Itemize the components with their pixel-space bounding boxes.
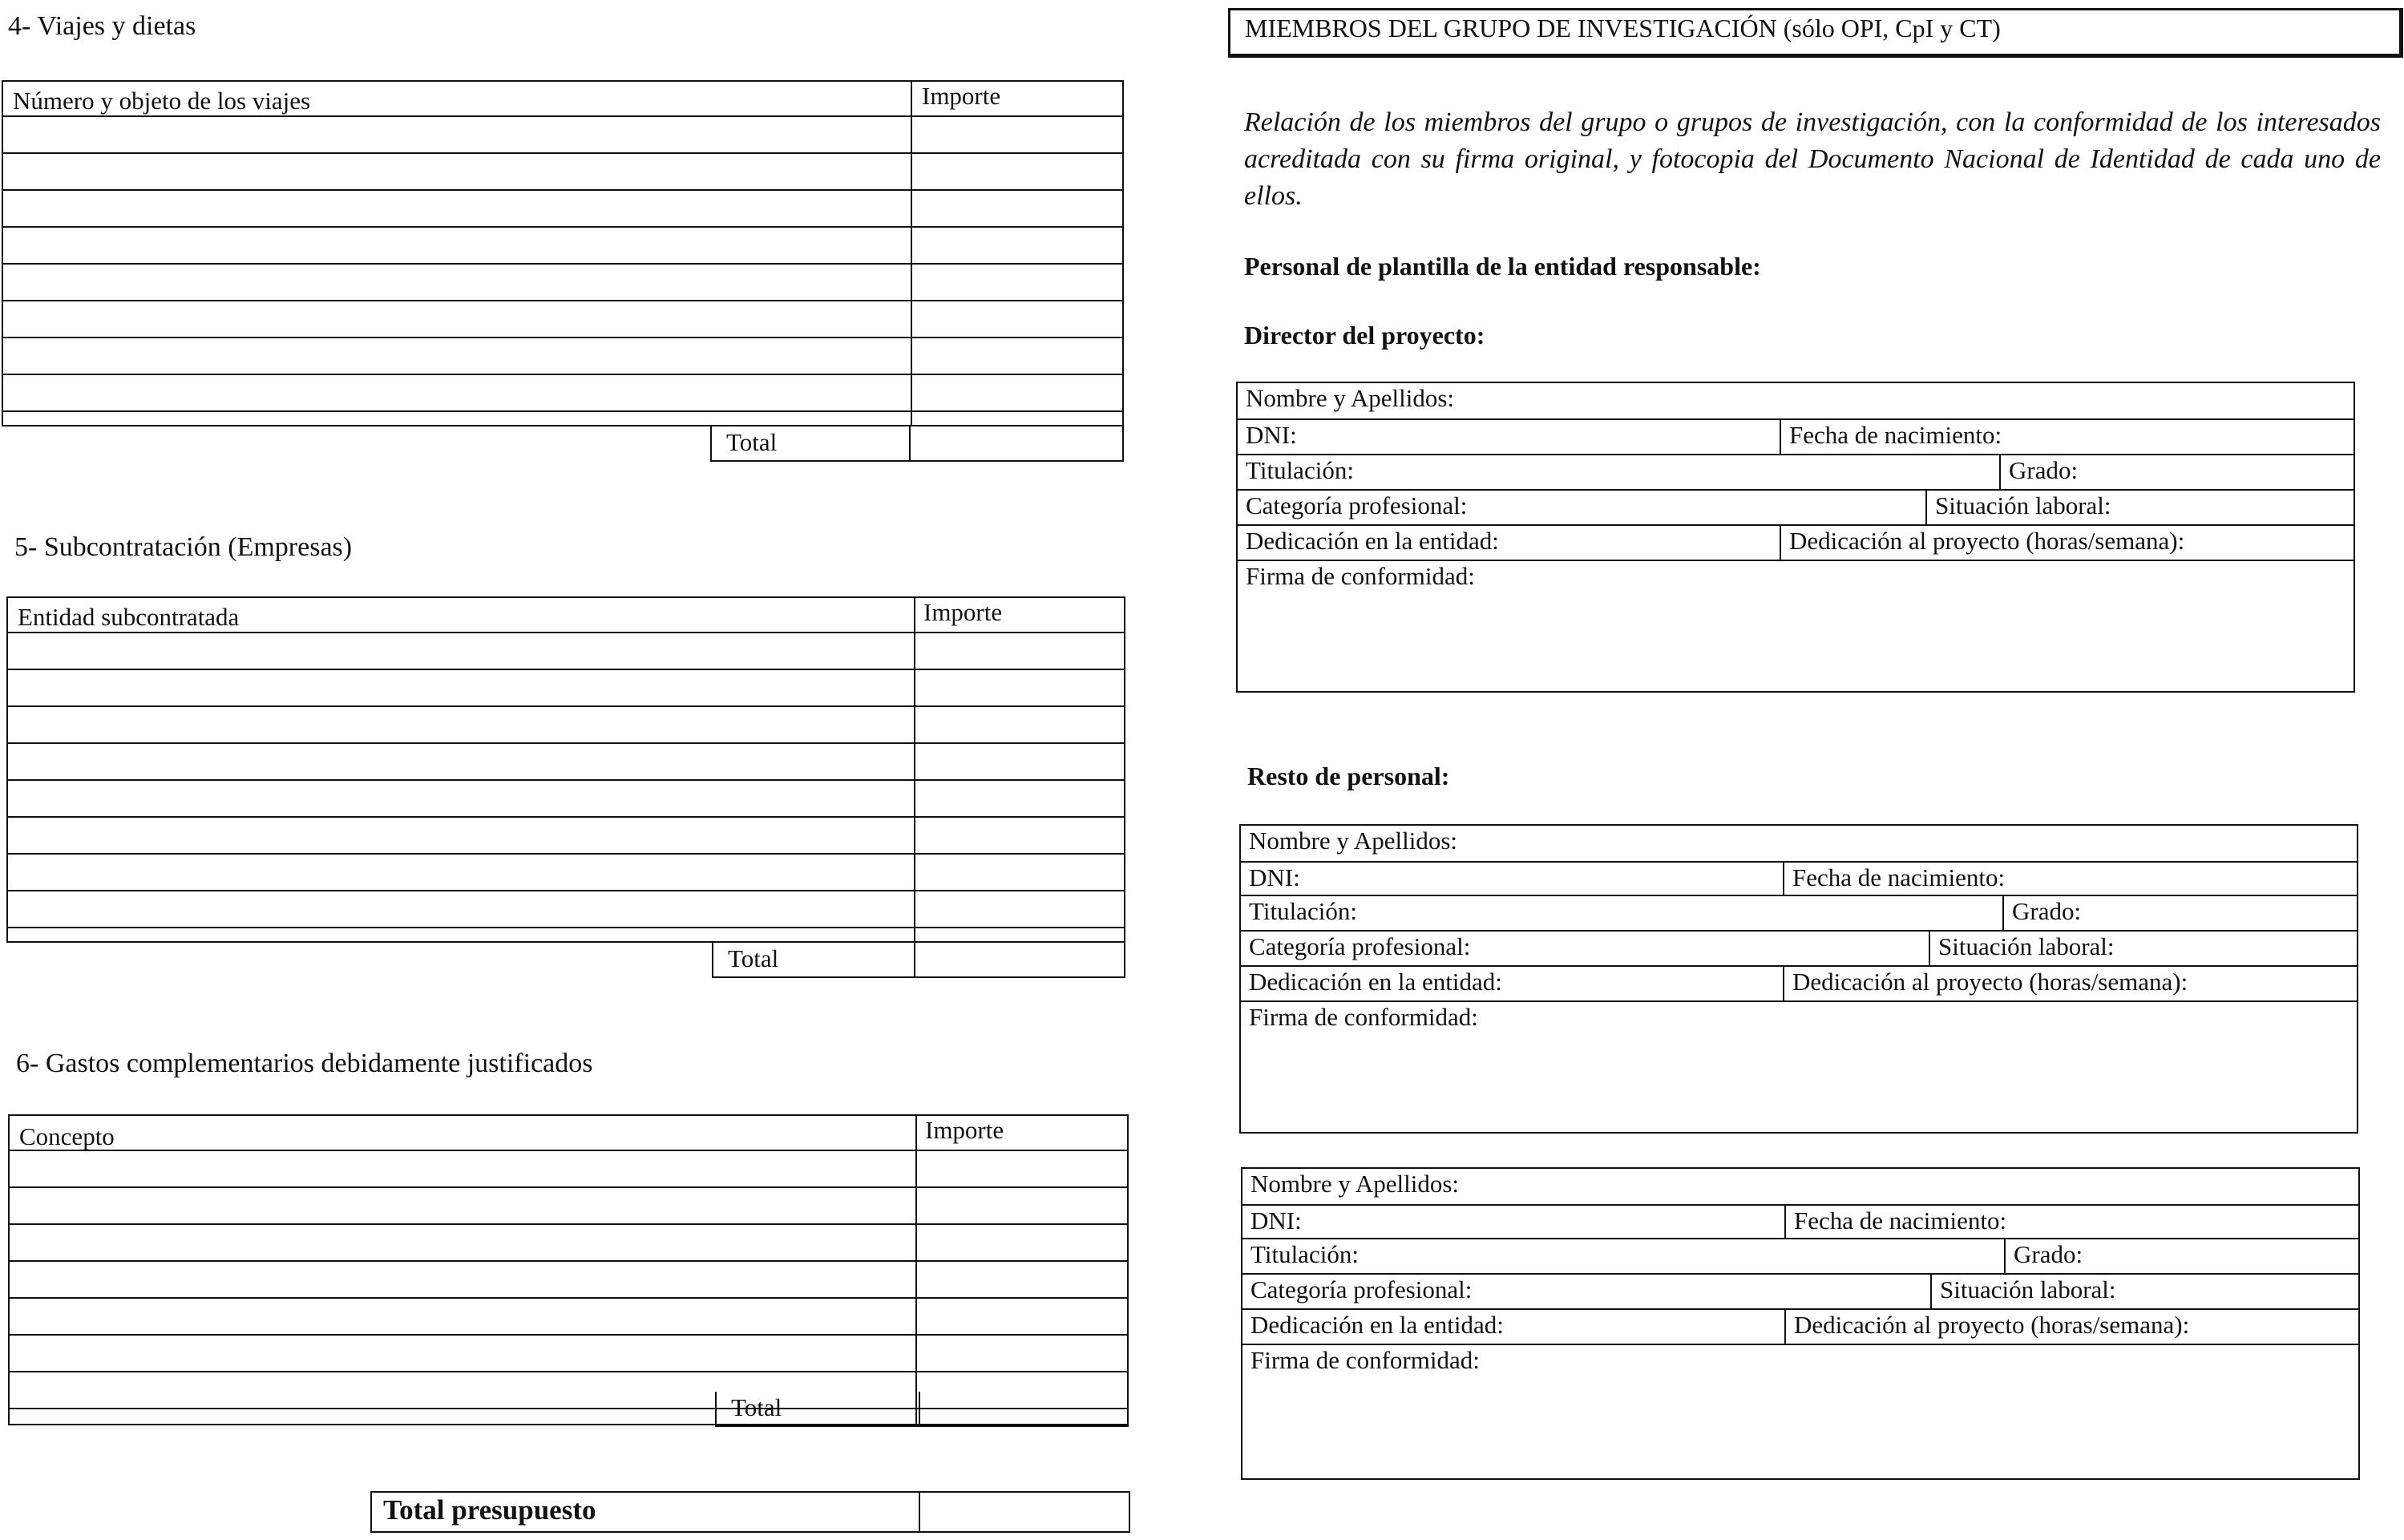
table-row[interactable] <box>8 669 1124 670</box>
birth-date-label: Fecha de nacimiento: <box>1794 1207 2007 1235</box>
dedication-row <box>1238 524 2353 561</box>
category-row <box>1242 1273 2358 1310</box>
table-row[interactable] <box>3 152 1122 154</box>
cell-divider <box>2002 896 2004 932</box>
total-label: Total <box>731 1393 782 1421</box>
cell-divider <box>1783 863 1784 896</box>
table-row[interactable] <box>10 1334 1127 1336</box>
degree-row <box>1238 454 2353 491</box>
category-label: Categoría profesional: <box>1249 932 1471 960</box>
dni-row <box>1242 1204 2358 1239</box>
signature-label: Firma de conformidad: <box>1249 1003 1478 1031</box>
name-row[interactable] <box>1242 1169 2358 1204</box>
table-row[interactable] <box>3 226 1122 228</box>
employment-label: Situación laboral: <box>1938 932 2115 960</box>
cell-divider <box>1929 932 1930 967</box>
project-dedication-label: Dedicación al proyecto (horas/semana): <box>1792 968 2188 996</box>
section-5-heading: 5- Subcontratación (Empresas) <box>14 532 353 562</box>
table-row[interactable] <box>8 705 1124 707</box>
table-row[interactable] <box>3 410 1122 412</box>
birth-date-label: Fecha de nacimiento: <box>1792 863 2006 891</box>
rest-heading: Resto de personal: <box>1247 762 1450 790</box>
name-row[interactable] <box>1241 826 2357 861</box>
subcontract-total-row <box>712 943 1125 978</box>
project-dedication-label: Dedicación al proyecto (horas/semana): <box>1794 1311 2190 1339</box>
dni-row <box>1238 418 2353 455</box>
table-row[interactable] <box>10 1297 1127 1299</box>
category-row <box>1238 489 2353 526</box>
dni-label: DNI: <box>1250 1207 1302 1235</box>
travel-table <box>2 80 1124 426</box>
expenses-total-row <box>715 1392 1129 1427</box>
travel-total-row <box>710 426 1124 462</box>
cell-divider <box>1930 1275 1932 1310</box>
name-label: Nombre y Apellidos: <box>1249 827 1458 855</box>
cell-divider <box>1783 967 1784 1002</box>
total-budget-label: Total presupuesto <box>383 1494 596 1526</box>
table-row[interactable] <box>10 1186 1127 1188</box>
table-row[interactable] <box>10 1260 1127 1262</box>
degree-label: Titulación: <box>1250 1240 1359 1268</box>
travel-col-header: Número y objeto de los viajes <box>13 87 311 115</box>
signature-label: Firma de conformidad: <box>1246 562 1475 590</box>
table-row[interactable] <box>3 263 1122 265</box>
project-dedication-label: Dedicación al proyecto (horas/semana): <box>1789 527 2185 555</box>
grade-label: Grado: <box>2014 1240 2083 1268</box>
section-6-heading: 6- Gastos complementarios debidamente justificados <box>16 1049 593 1078</box>
cell-divider <box>1925 491 1927 526</box>
importe-col-header: Importe <box>922 82 1001 110</box>
director-form <box>1236 382 2355 693</box>
entity-dedication-label: Dedicación en la entidad: <box>1250 1311 1504 1339</box>
section-4-heading: 4- Viajes y dietas <box>8 11 196 41</box>
concept-col-header: Concepto <box>19 1122 115 1150</box>
table-row[interactable] <box>3 374 1122 375</box>
total-budget-box <box>370 1491 1130 1533</box>
column-divider <box>915 1116 917 1424</box>
staff-heading: Personal de plantilla de la entidad responsable: <box>1244 252 1761 281</box>
column-divider <box>919 1392 920 1425</box>
dni-label: DNI: <box>1246 421 1297 449</box>
cell-divider <box>1784 1206 1786 1239</box>
importe-col-header: Importe <box>923 598 1003 626</box>
table-row[interactable] <box>8 632 1124 633</box>
dedication-row <box>1241 965 2357 1002</box>
importe-col-header: Importe <box>925 1116 1004 1144</box>
name-label: Nombre y Apellidos: <box>1250 1170 1460 1198</box>
table-row[interactable] <box>8 779 1124 781</box>
table-row[interactable] <box>3 300 1122 301</box>
member-form-2 <box>1241 1167 2360 1480</box>
dedication-row <box>1242 1308 2358 1345</box>
total-label: Total <box>728 944 779 972</box>
dni-label: DNI: <box>1249 863 1300 891</box>
table-row[interactable] <box>3 337 1122 338</box>
degree-label: Titulación: <box>1246 456 1354 484</box>
subcontract-table <box>6 596 1125 943</box>
grade-label: Grado: <box>2012 897 2082 925</box>
grade-label: Grado: <box>2009 456 2079 484</box>
expenses-table <box>8 1114 1129 1425</box>
degree-row <box>1242 1238 2358 1275</box>
table-row[interactable] <box>8 927 1124 928</box>
director-heading: Director del proyecto: <box>1244 321 1485 350</box>
column-divider <box>914 943 915 976</box>
table-row[interactable] <box>10 1371 1127 1372</box>
category-row <box>1241 930 2357 967</box>
table-row[interactable] <box>8 816 1124 818</box>
members-title: MIEMBROS DEL GRUPO DE INVESTIGACIÓN (sólo OPI, CpI y CT) <box>1245 14 2001 42</box>
category-label: Categoría profesional: <box>1246 491 1468 519</box>
signature-row[interactable] <box>1241 1000 2357 1135</box>
table-row[interactable] <box>8 853 1124 855</box>
cell-divider <box>2004 1239 2006 1275</box>
entity-col-header: Entidad subcontratada <box>18 603 240 631</box>
total-label: Total <box>726 428 778 456</box>
name-label: Nombre y Apellidos: <box>1246 384 1455 412</box>
degree-label: Titulación: <box>1249 897 1357 925</box>
cell-divider <box>1999 455 2001 491</box>
member-form-1 <box>1239 824 2358 1134</box>
category-label: Categoría profesional: <box>1250 1275 1473 1304</box>
table-row[interactable] <box>3 115 1122 117</box>
signature-row[interactable] <box>1242 1344 2358 1481</box>
name-row[interactable] <box>1238 383 2353 418</box>
table-row[interactable] <box>10 1223 1127 1225</box>
column-divider <box>909 426 911 460</box>
table-row[interactable] <box>8 890 1124 891</box>
column-divider <box>919 1493 920 1531</box>
dni-row <box>1241 861 2357 896</box>
employment-label: Situación laboral: <box>1940 1275 2116 1304</box>
table-row[interactable] <box>3 189 1122 191</box>
signature-label: Firma de conformidad: <box>1250 1346 1480 1374</box>
cell-divider <box>1784 1310 1786 1345</box>
members-title-box <box>1228 8 2403 58</box>
table-row[interactable] <box>8 742 1124 744</box>
entity-dedication-label: Dedicación en la entidad: <box>1249 968 1502 996</box>
birth-date-label: Fecha de nacimiento: <box>1789 421 2002 449</box>
table-row[interactable] <box>10 1150 1127 1151</box>
entity-dedication-label: Dedicación en la entidad: <box>1246 527 1499 555</box>
cell-divider <box>1780 420 1781 455</box>
cell-divider <box>1780 526 1781 561</box>
intro-paragraph: Relación de los miembros del grupo o grupos de investigación, con la conformidad de los interesados acreditada con su firma original, y fotocopia del Documento Nacional de Identidad de cada uno de ellos. <box>1244 107 2381 211</box>
signature-row[interactable] <box>1238 560 2353 694</box>
degree-row <box>1241 895 2357 932</box>
employment-label: Situación laboral: <box>1935 491 2111 519</box>
